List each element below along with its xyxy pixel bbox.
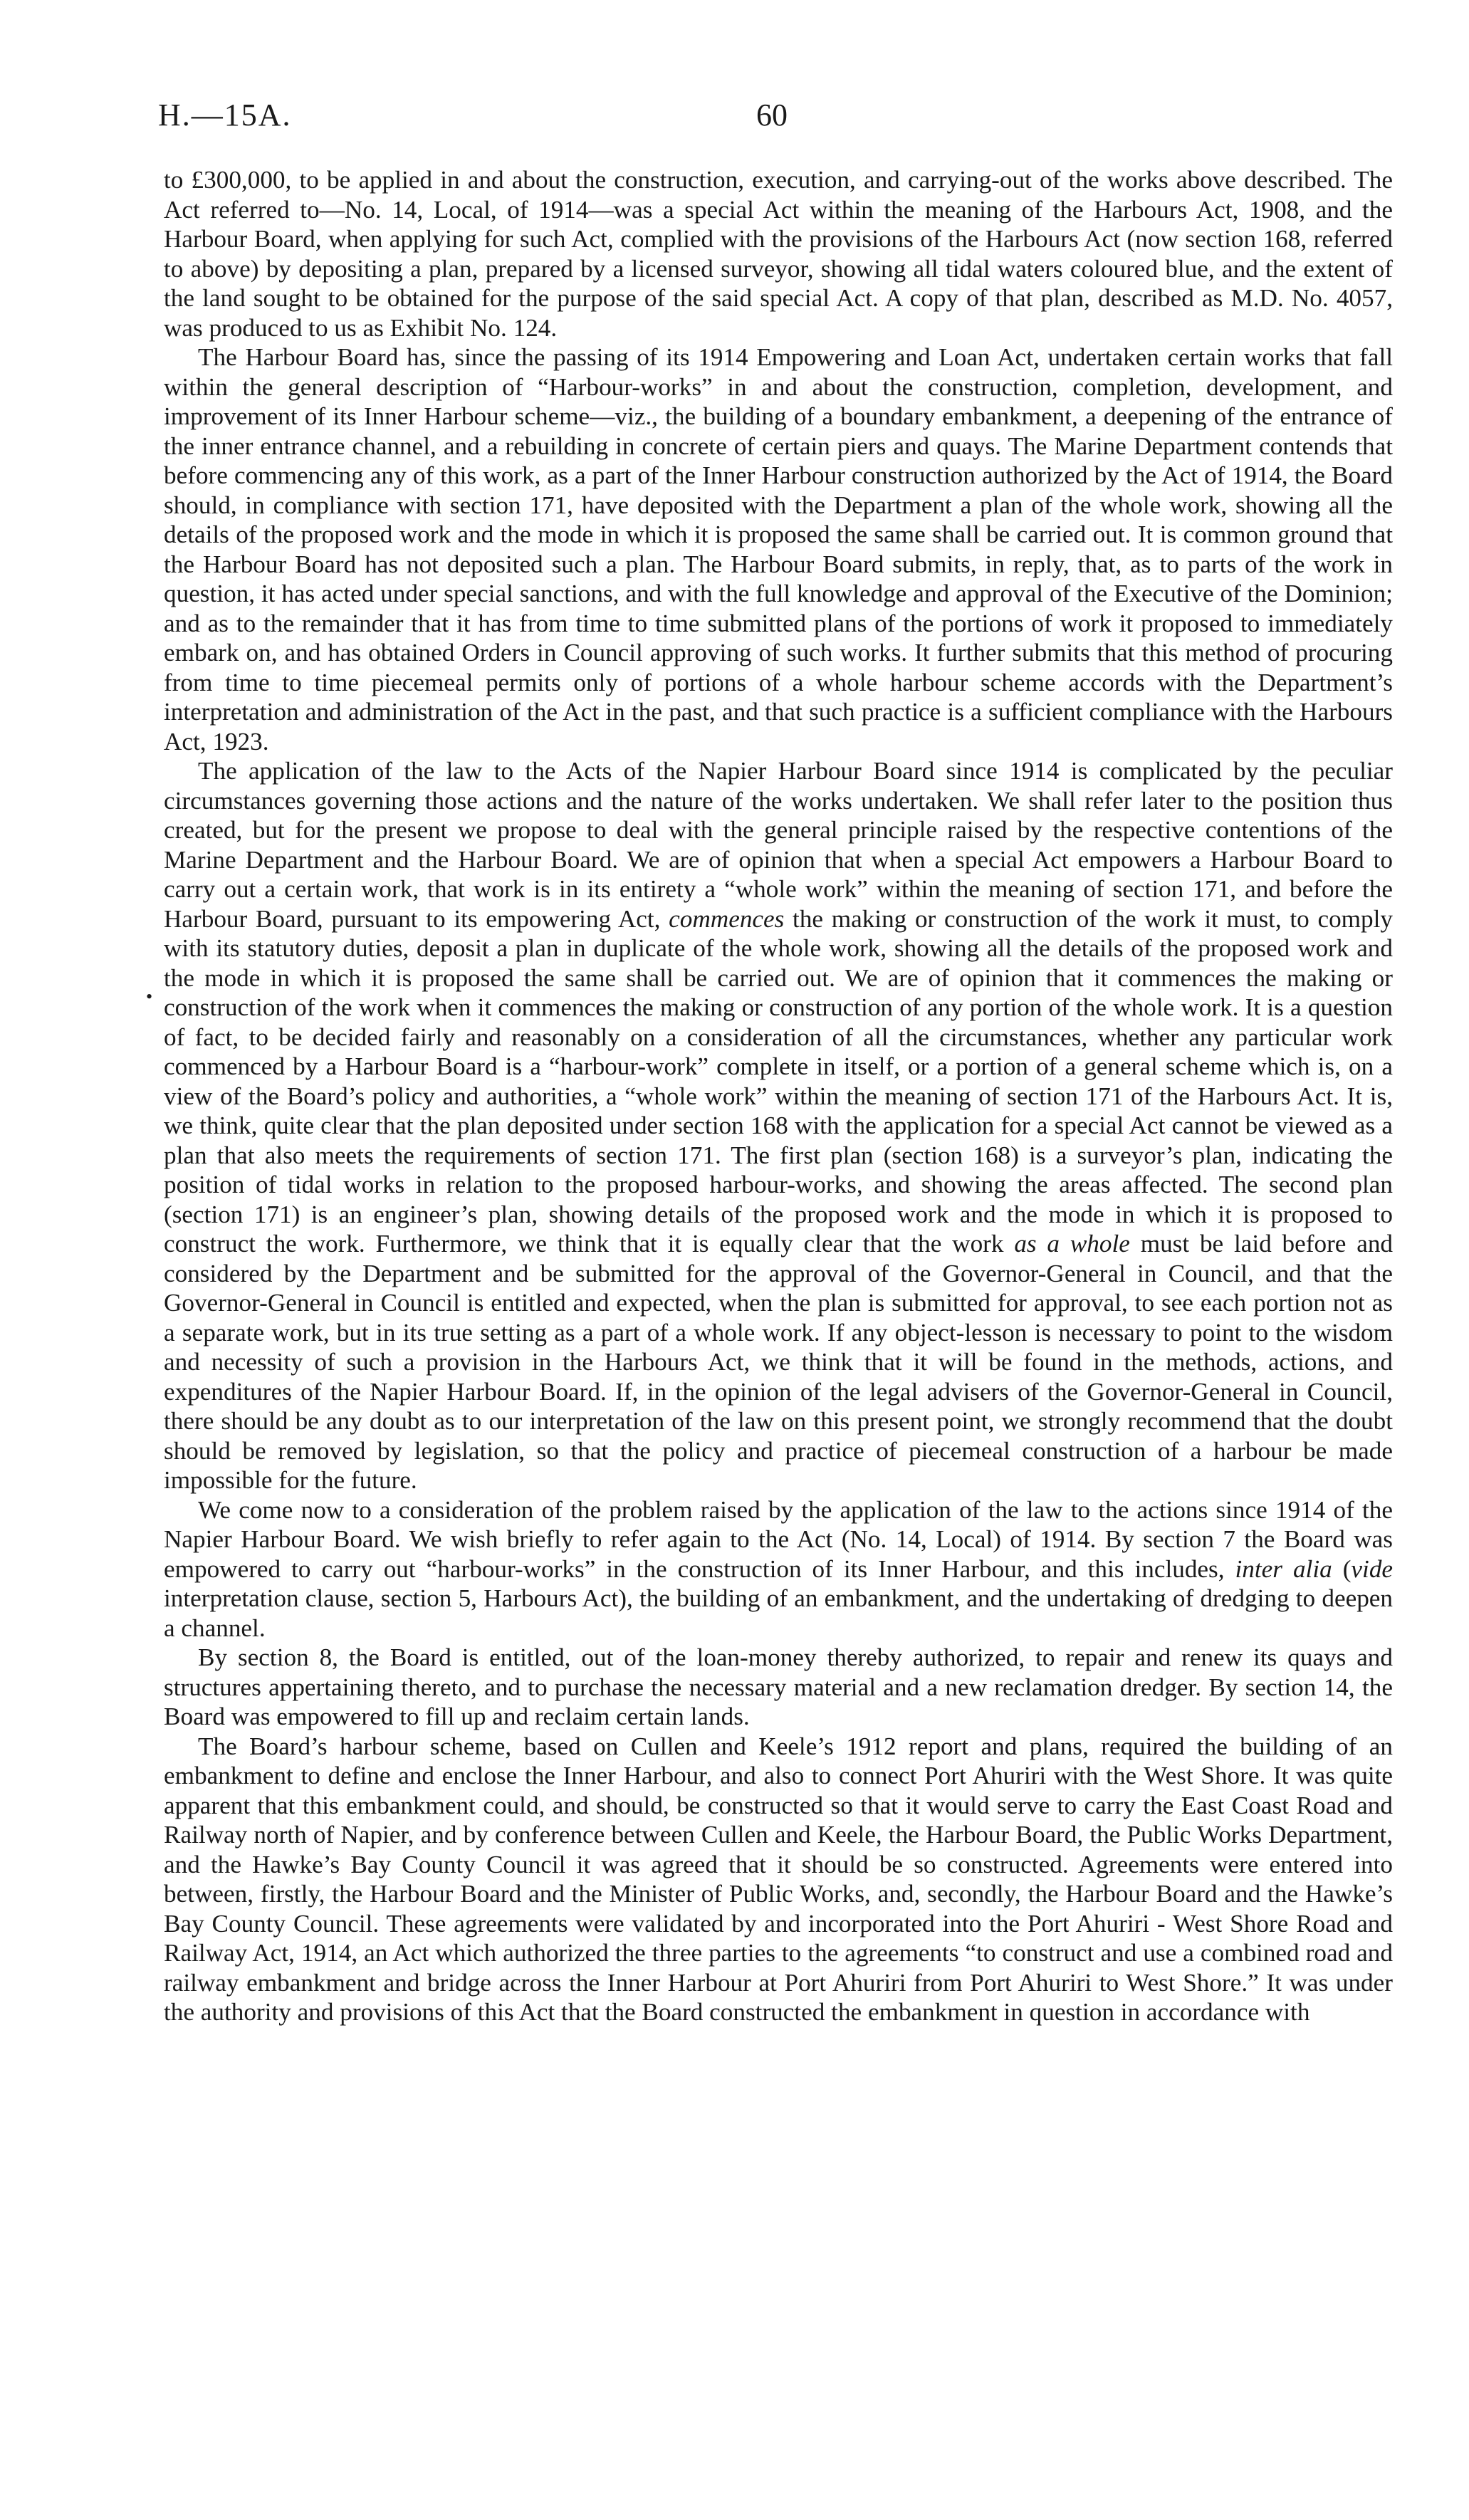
text-run: ( [1342,1554,1352,1583]
paragraph-harbour-board-works: The Harbour Board has, since the passing of its 1914 Empowering and Loan Act, undertaken certain works that fall within the general description of “Harbour-works” in and about the construction, completion, development, and improvement of its Inner Harbour scheme—viz., the building of a boundary embankment, a deepening of the entrance of the inner entrance channel, and a rebuilding in concrete of certain piers and quays. The Marine Department contends that before commencing any of this work, as a part of the Inner Harbour construction authorized by the Act of 1914, the Board should, in compliance with section 171, have deposited with the Department a plan of the whole work, showing all the details of the proposed work and the mode in which it is proposed the same shall be carried out. It is common ground that the Harbour Board has not deposited such a plan. The Harbour Board submits, in reply, that, as to parts of the work in question, it has acted under special sanctions, and with the full knowledge and approval of the Executive of the Dominion; and as to the remainder that it has from time to time submitted plans of the portions of work it proposed to immediately embark on, and has obtained Orders in Council approving of such works. It further submits that this method of procuring from time to time piecemeal permits only of portions of a whole harbour scheme accords with the Department’s interpretation and administration of the Act in the past, and that such practice is a sufficient compliance with the Harbours Act, 1923. [164,343,1393,756]
text-run: the making or construction of the work it must, to comply with its statutory duties, deposit a plan in duplicate of the whole work, showing all the details of the proposed work and the mode in which it is proposed the same shall be carried out. We are of opinion that it commences the making or construction of the work when it commences the making or construction of any portion of the whole work. It is a question of fact, to be decided fairly and reasonably on a consideration of all the circumstances, whether any particular work commenced by a Harbour Board is a “harbour-work” complete in itself, or a portion of a general scheme which is, on a view of the Board’s policy and authorities, a “whole work” within the meaning of section 171 of the Harbours Act. It is, we think, quite clear that the plan deposited under section 168 with the application for a special Act cannot be viewed as a plan that also meets the requirements of section 171. The first plan (section 168) is a surveyor’s plan, indicating the position of tidal works in relation to the proposed harbour-works, and showing the areas affected. The second plan (section 171) is an engineer’s plan, showing details of the proposed work and the mode in which it is proposed to construct the work. Furthermore, we think that it is equally clear that the work [164,904,1393,1258]
body-text [164,165,1393,2027]
text-run: interpretation clause, section 5, Harbours Act), the building of an embankment, and the undertaking of dredging to deepen a channel. [164,1584,1393,1642]
document-reference: H.—15A. [158,98,292,132]
paragraph-section-8: By section 8, the Board is entitled, out of the loan-money thereby authorized, to repair and renew its quays and structures appertaining thereto, and to purchase the necessary material and a new reclamation dredger. By section 14, the Board was empowered to fill up and reclaim certain lands. [164,1643,1393,1730]
italic-term: inter alia [1235,1554,1332,1583]
italic-term: as a whole [1014,1230,1130,1258]
italic-term: vide [1351,1554,1394,1583]
text-run: We come now to a consideration of the problem raised by the application of the law to the actions since 1914 of the Napier Harbour Board. We wish briefly to refer again to the Act (No. 14, Local) of 1914. By section 7 the Board was empowered to carry out “harbour-works” in the construction of its Inner Harbour, and this includes, [164,1495,1393,1583]
text-run: The application of the law to the Acts of the Napier Harbour Board since 1914 is complicated by the peculiar circumstances governing those actions and the nature of the works undertaken. We shall refer later to the position thus created, but for the present we propose to deal with the general principle raised by the respective contentions of the Marine Department and the Harbour Board. We are of opinion that when a special Act empowers a Harbour Board to carry out a certain work, that work is in its entirety a “whole work” within the meaning of section 171, and before the Harbour Board, pursuant to its empowering Act, [164,757,1393,933]
page-number: 60 [756,98,788,132]
text-run: must be laid before and considered by the Department and be submitted for the approval of the Governor-General in Council, and that the Governor-General in Council is entitled and expected, when the plan is submitted for approval, to see each portion not as a separate work, but in its true setting as a part of a whole work. If any object-lesson is necessary to point to the wisdom and necessity of such a provision in the Harbours Act, we think that it will be found in the methods, actions, and expenditures of the Napier Harbour Board. If, in the opinion of the legal advisers of the Governor-General in Council, there should be any doubt as to our interpretation of the law on this present point, we strongly recommend that the doubt should be removed by legislation, so that the policy and practice of piecemeal construction of a harbour be made impossible for the future. [164,1230,1394,1494]
paragraph-application-of-law [164,756,1393,1495]
paragraph-continuation: to £300,000, to be applied in and about the construction, execution, and carrying-out of the works above described. The Act referred to—No. 14, Local, of 1914—was a special Act within the meaning of the Harbours Act, 1908, and the Harbour Board, when applying for such Act, complied with the provisions of the Harbours Act (now section 168, referred to above) by depositing a plan, prepared by a licensed surveyor, showing all tidal waters coloured blue, and the extent of the land sought to be obtained for the purpose of the said special Act. A copy of that plan, described as M.D. No. 4057, was produced to us as Exhibit No. 124. [164,166,1393,342]
paragraph-harbour-scheme: The Board’s harbour scheme, based on Cullen and Keele’s 1912 report and plans, required the building of an embankment to define and enclose the Inner Harbour, and also to connect Port Ahuriri with the West Shore. It was quite apparent that this embankment could, and should, be constructed so that it would serve to carry the East Coast Road and Railway north of Napier, and by conference between Cullen and Keele, the Harbour Board, the Public Works Department, and the Hawke’s Bay County Council it was agreed that it should be so constructed. Agreements were entered into between, firstly, the Harbour Board and the Minister of Public Works, and, secondly, the Harbour Board and the Hawke’s Bay County Council. These agreements were validated by and incorporated into the Port Ahuriri - West Shore Road and Railway Act, 1914, an Act which authorized the three parties to the agreements “to construct and use a combined road and railway embankment and bridge across the Inner Harbour at Port Ahuriri from Port Ahuriri to West Shore.” It was under the authority and provisions of this Act that the Board constructed the embankment in question in accordance with [164,1732,1393,2026]
paragraph-problem-consideration [164,1495,1393,1643]
margin-bullet-mark: • [146,986,153,1007]
italic-term: commences [669,904,785,933]
